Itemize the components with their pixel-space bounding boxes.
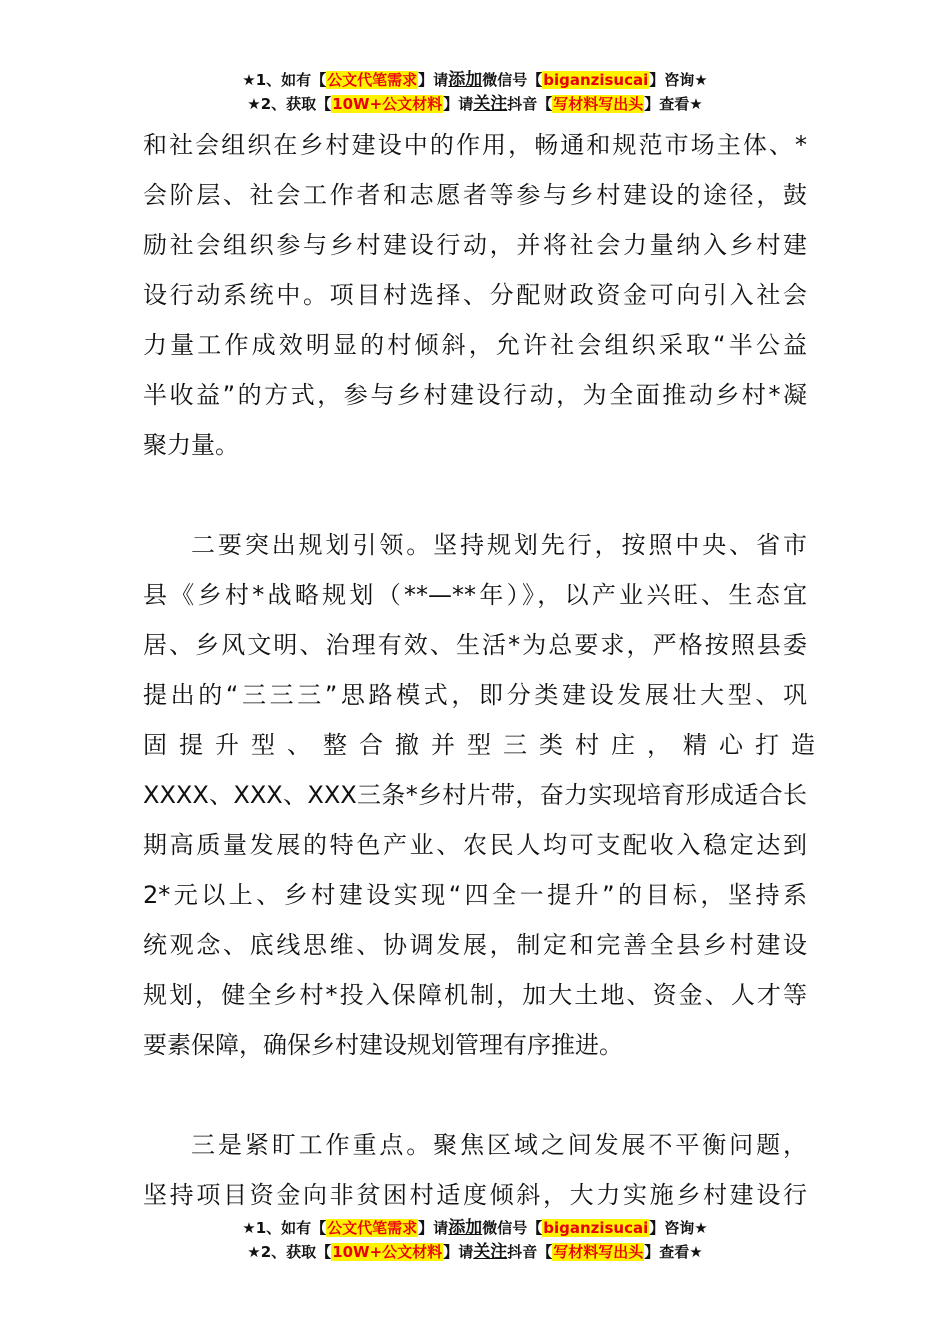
banner-highlight: 10W+公文材料 — [332, 95, 443, 113]
banner-text: ★2、获取【 — [247, 1243, 332, 1261]
text-line: 三是紧盯工作重点。聚焦区域之间发展不平衡问题， — [191, 1131, 807, 1159]
banner-text: 微信号【 — [482, 71, 543, 89]
banner-highlight: biganzisucai — [543, 71, 649, 89]
banner-text: 】请 — [418, 1219, 449, 1237]
banner-text: 】咨询★ — [649, 1219, 708, 1237]
text-line: 和社会组织在乡村建设中的作用，畅通和规范市场主体、* — [143, 131, 807, 159]
banner-text: 抖音【 — [507, 95, 553, 113]
text-line: 期高质量发展的特色产业、农民人均可支配收入稳定达到 — [143, 831, 807, 859]
banner-text: 抖音【 — [507, 1243, 553, 1261]
text-line: XXXX、XXX、XXX三条*乡村片带，奋力实现培育形成适合长 — [143, 781, 807, 809]
banner-line-2 — [0, 1240, 950, 1264]
text-line: 设行动系统中。项目村选择、分配财政资金可向引入社会 — [143, 281, 807, 309]
banner-highlight: 写材料写出头 — [553, 1243, 644, 1261]
banner-text: 】请 — [443, 1243, 474, 1261]
text-line: 力量工作成效明显的村倾斜，允许社会组织采取“半公益 — [143, 331, 807, 359]
text-line: 2*元以上、乡村建设实现“四全一提升”的目标，坚持系 — [143, 881, 807, 909]
banner-text: 】请 — [443, 95, 474, 113]
text-line: 规划，健全乡村*投入保障机制，加大土地、资金、人才等 — [143, 981, 807, 1009]
banner-emphasis: 添加 — [448, 70, 483, 90]
text-line: 励社会组织参与乡村建设行动，并将社会力量纳入乡村建 — [143, 231, 807, 259]
text-line: 二要突出规划引领。坚持规划先行，按照中央、省市 — [191, 531, 807, 559]
text-line: 坚持项目资金向非贫困村适度倾斜，大力实施乡村建设行 — [143, 1181, 807, 1209]
banner-line-1 — [0, 68, 950, 92]
text-line: 居、乡风文明、治理有效、生活*为总要求，严格按照县委 — [143, 631, 807, 659]
paragraph-1 — [143, 120, 807, 470]
footer-banner — [0, 1216, 950, 1264]
text-line: 提出的“三三三”思路模式，即分类建设发展壮大型、巩 — [143, 681, 807, 709]
text-line: 半收益”的方式，参与乡村建设行动，为全面推动乡村*凝 — [143, 381, 807, 409]
banner-line-1 — [0, 1216, 950, 1240]
paragraph-gap — [143, 470, 807, 520]
paragraph-2 — [143, 520, 827, 1070]
text-line: 固提升型、整合撤并型三类村庄，精心打造 — [143, 731, 827, 759]
banner-text: 】查看★ — [644, 95, 703, 113]
banner-emphasis: 关注 — [473, 94, 508, 114]
text-line: 要素保障，确保乡村建设规划管理有序推进。 — [143, 1031, 623, 1059]
text-line: 统观念、底线思维、协调发展，制定和完善全县乡村建设 — [143, 931, 807, 959]
banner-text: 微信号【 — [482, 1219, 543, 1237]
document-body — [143, 120, 827, 1220]
banner-text: ★1、如有【 — [242, 71, 327, 89]
banner-highlight: biganzisucai — [543, 1219, 649, 1237]
header-banner — [0, 68, 950, 116]
banner-text: ★1、如有【 — [242, 1219, 327, 1237]
banner-text: 】咨询★ — [649, 71, 708, 89]
banner-text: 】查看★ — [644, 1243, 703, 1261]
banner-line-2 — [0, 92, 950, 116]
text-line: 聚力量。 — [143, 431, 239, 459]
banner-highlight: 公文代笔需求 — [327, 1219, 418, 1237]
text-line: 会阶层、社会工作者和志愿者等参与乡村建设的途径，鼓 — [143, 181, 807, 209]
banner-emphasis: 添加 — [448, 1218, 483, 1238]
banner-emphasis: 关注 — [473, 1242, 508, 1262]
paragraph-gap — [143, 1070, 807, 1120]
banner-highlight: 公文代笔需求 — [327, 71, 418, 89]
banner-highlight: 写材料写出头 — [553, 95, 644, 113]
paragraph-3 — [143, 1120, 807, 1220]
banner-text: 】请 — [418, 71, 449, 89]
banner-text: ★2、获取【 — [247, 95, 332, 113]
banner-highlight: 10W+公文材料 — [332, 1243, 443, 1261]
text-line: 县《乡村*战略规划（**—**年）》，以产业兴旺、生态宜 — [143, 581, 807, 609]
